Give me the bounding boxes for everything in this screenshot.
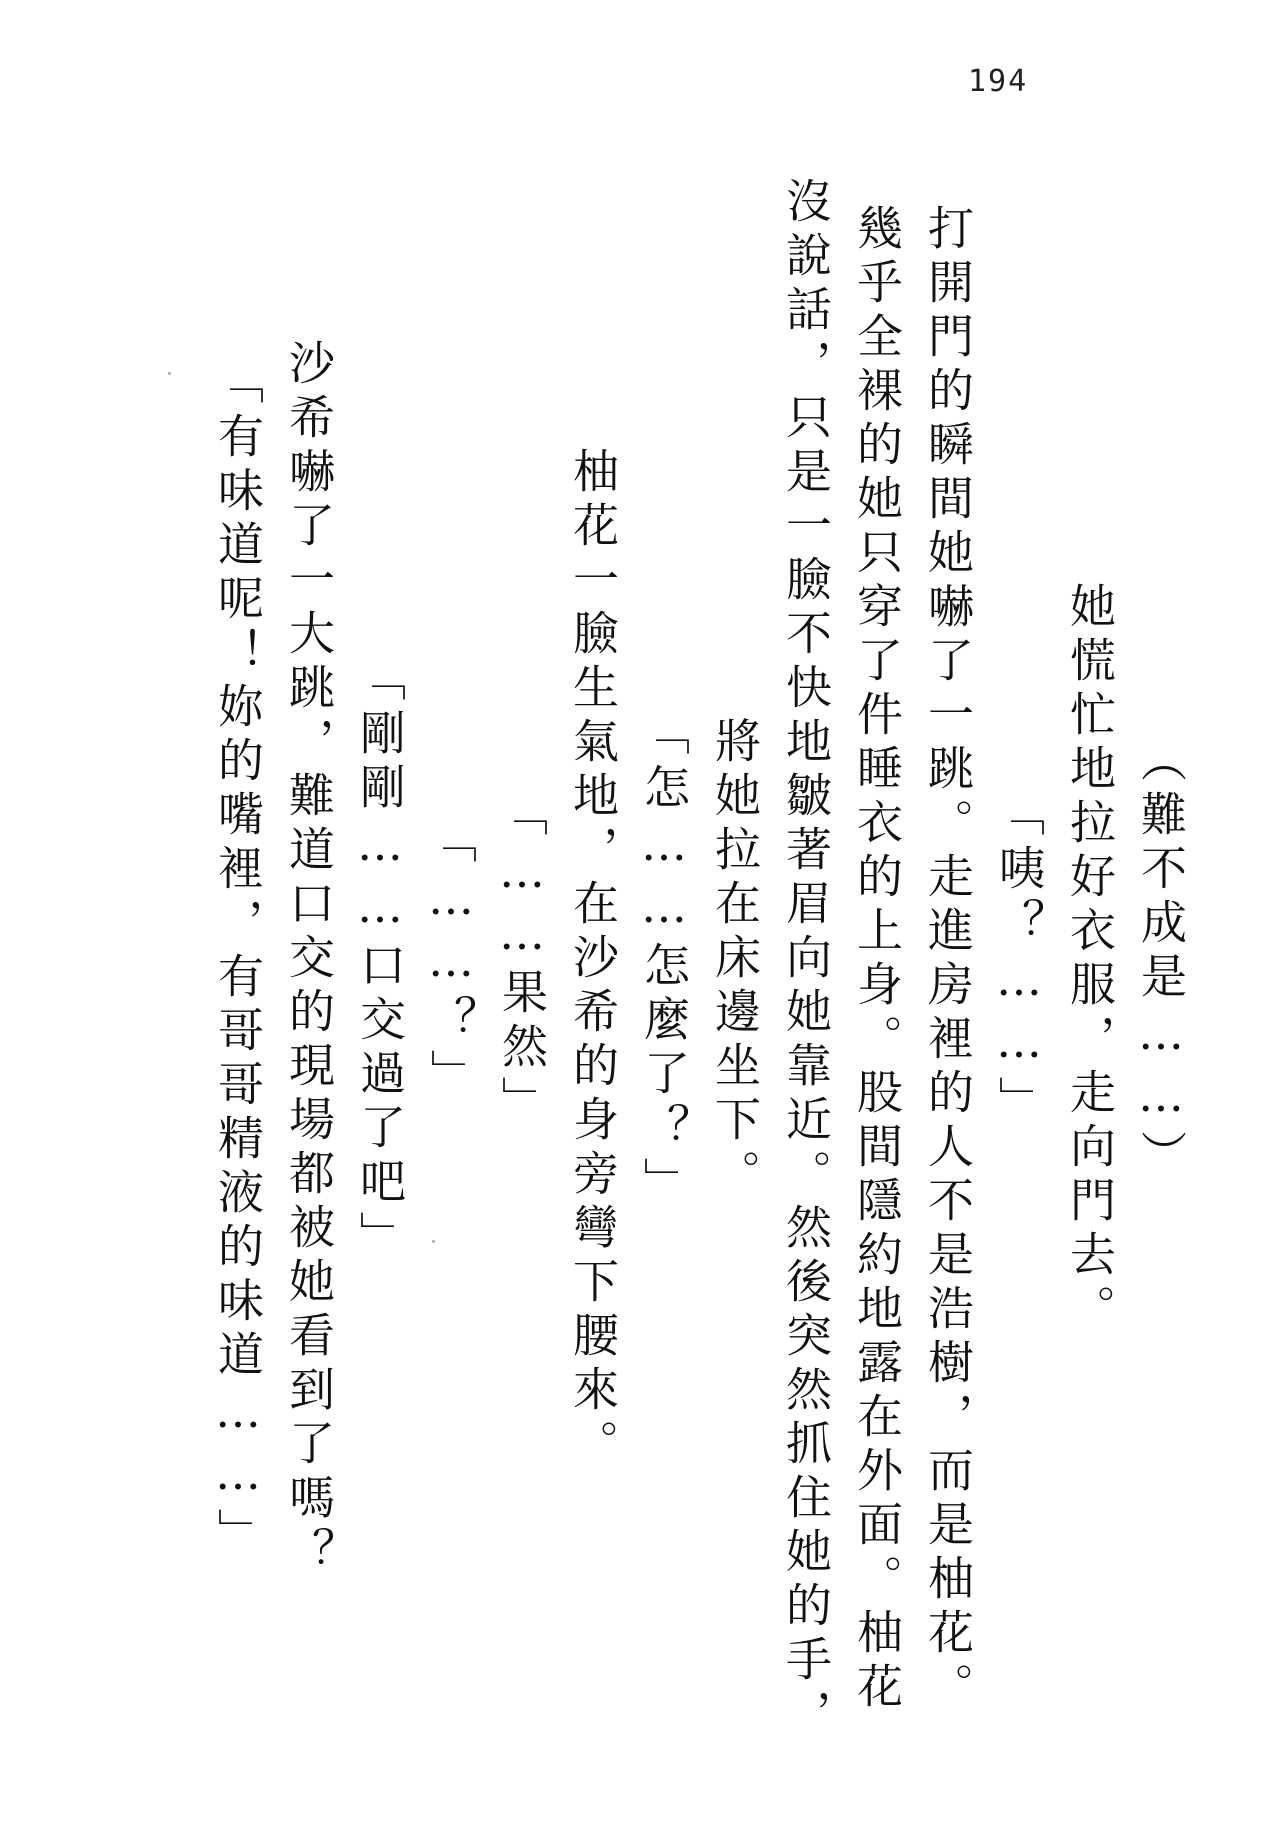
text-line: 「……？」 — [424, 817, 478, 1103]
text-line: 柚花一臉生氣地，在沙希的身旁彎下腰來。 — [566, 447, 620, 1473]
text-line: 「咦？……」 — [992, 790, 1046, 1130]
text-line: 沙希嚇了一大跳，難道口交的現場都被她看到了嗎？ — [282, 339, 336, 1581]
text-line: 幾乎全裸的她只穿了件睡衣的上身。股間隱約地露在外面。柚花 — [850, 204, 904, 1716]
text-line: （難不成是……） — [1134, 736, 1188, 1184]
vertical-text-body — [190, 177, 1188, 1743]
text-line: 「有味道呢！妳的嘴裡，有哥哥精液的味道……」 — [211, 358, 265, 1562]
text-line: 「……果然」 — [495, 790, 549, 1130]
text-line: 將她拉在床邊坐下。 — [708, 717, 762, 1203]
text-line: 「怎……怎麼了？」 — [637, 709, 691, 1211]
text-line: 「剛剛……口交過了吧」 — [353, 655, 407, 1265]
scan-speck — [432, 1240, 435, 1243]
scan-speck — [168, 372, 171, 375]
text-line: 打開門的瞬間她嚇了一跳。走進房裡的人不是浩樹，而是柚花。 — [921, 204, 975, 1716]
page-number: 194 — [968, 64, 1029, 99]
text-line: 沒說話，只是一臉不快地皺著眉向她靠近。然後突然抓住她的手， — [779, 177, 833, 1743]
text-line: 她慌忙地拉好衣服，走向門去。 — [1063, 582, 1117, 1338]
